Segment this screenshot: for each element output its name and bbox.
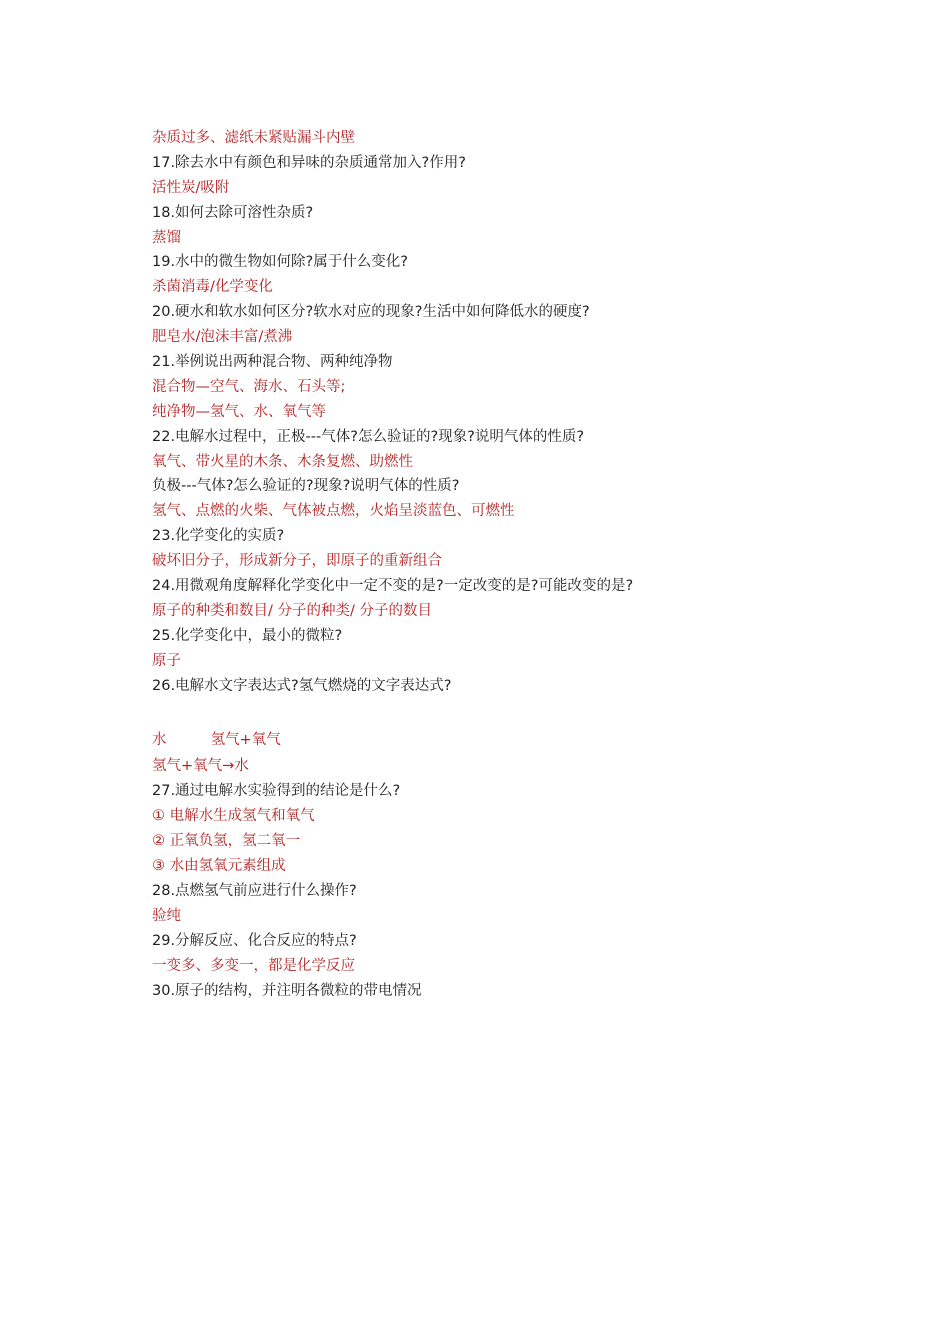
question-line: 负极---气体?怎么验证的?现象?说明气体的性质? [152,478,460,495]
answer-line: 一变多、多变一，都是化学反应 [152,957,355,974]
question-line: 20.硬水和软水如何区分?软水对应的现象?生活中如何降低水的硬度? [152,304,590,321]
answer-line: 破坏旧分子，形成新分子，即原子的重新组合 [152,553,442,570]
question-line: 24.用微观角度解释化学变化中一定不变的是?一定改变的是?可能改变的是? [152,578,634,595]
answer-line: 原子的种类和数目/ 分子的种类/ 分子的数目 [152,602,432,619]
question-line: 23.化学变化的实质? [152,528,285,545]
answer-line: 验纯 [152,907,181,924]
equation-products: 氢气+氧气 [210,732,281,749]
answer-line: 活性炭/吸附 [152,179,230,196]
answer-line: 纯净物—氢气、水、氧气等 [152,403,326,420]
electrolysis-equation [152,726,872,754]
question-line: 22.电解水过程中，正极---气体?怎么验证的?现象?说明气体的性质? [152,428,585,445]
answer-line: 混合物—空气、海水、石头等; [152,378,346,395]
qa-block-2 [152,754,872,1003]
question-line: 28.点燃氢气前应进行什么操作? [152,882,357,899]
answer-line: 氢气+氧气→水 [152,758,249,775]
question-line: 18.如何去除可溶性杂质? [152,204,314,221]
answer-line: 蒸馏 [152,229,181,246]
answer-line: ② 正氧负氢，氢二氧一 [152,833,301,850]
question-line: 27.通过电解水实验得到的结论是什么? [152,783,401,800]
answer-line: 氧气、带火星的木条、木条复燃、助燃性 [152,453,413,470]
answer-line: ③ 水由氢氧元素组成 [152,858,286,875]
document-body [152,126,872,1003]
qa-block-1 [152,126,872,698]
answer-line: 氢气、点燃的火柴、气体被点燃，火焰呈淡蓝色、可燃性 [152,503,515,520]
answer-line: 杀菌消毒/化学变化 [152,279,273,296]
question-line: 25.化学变化中，最小的微粒? [152,627,343,644]
question-line: 21.举例说出两种混合物、两种纯净物 [152,354,393,371]
question-line: 29.分解反应、化合反应的特点? [152,932,357,949]
answer-line: 原子 [152,652,181,669]
question-line: 19.水中的微生物如何除?属于什么变化? [152,254,408,271]
answer-line: 肥皂水/泡沫丰富/煮沸 [152,329,293,346]
question-line: 17.除去水中有颜色和异味的杂质通常加入?作用? [152,154,466,171]
equation-reactant: 水 [152,732,167,749]
answer-line: ① 电解水生成氢气和氧气 [152,808,315,825]
question-line: 30.原子的结构，并注明各微粒的带电情况 [152,982,422,999]
answer-line: 杂质过多、滤纸未紧贴漏斗内壁 [152,130,355,146]
question-line: 26.电解水文字表达式?氢气燃烧的文字表达式? [152,677,452,694]
blank-line [152,698,872,726]
